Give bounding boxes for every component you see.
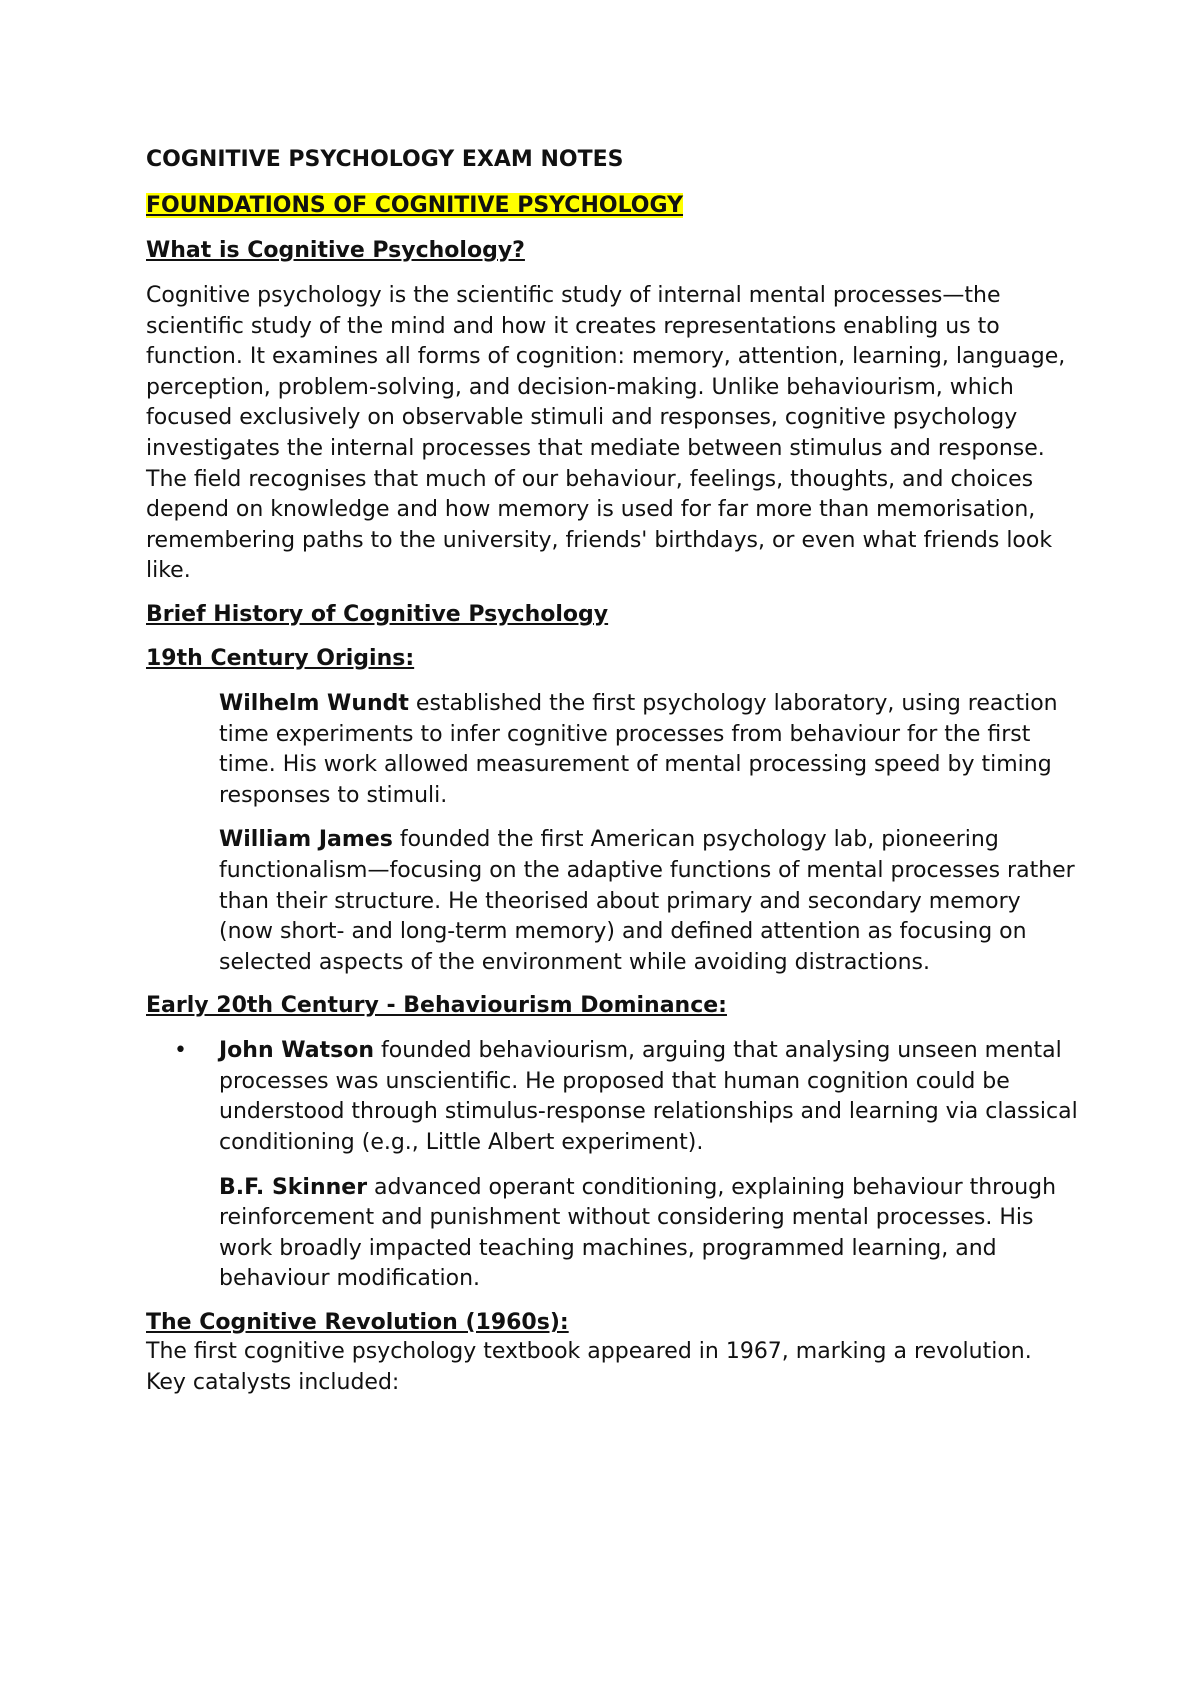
bullet-marker: • [174, 1038, 187, 1064]
wundt-name: Wilhelm Wundt [219, 690, 409, 716]
revolution-heading: The Cognitive Revolution (1960s): [146, 1310, 569, 1336]
skinner-name: B.F. Skinner [219, 1174, 368, 1200]
james-paragraph [219, 825, 1079, 978]
document-title: COGNITIVE PSYCHOLOGY EXAM NOTES [146, 147, 624, 172]
history-heading: Brief History of Cognitive Psychology [146, 601, 609, 627]
skinner-text: advanced operant conditioning, explaining behaviour through reinforcement and punishment without considering mental processes. His work broadly impacted teaching machines, programmed learning, and behaviour modification. [219, 1174, 1057, 1292]
watson-list-item [174, 1036, 1079, 1158]
revolution-paragraph: The first cognitive psychology textbook appeared in 1967, marking a revolution. Key catalysts included: [146, 1339, 1032, 1395]
origins-heading: 19th Century Origins: [146, 645, 415, 671]
section-title-highlight: FOUNDATIONS OF COGNITIVE PSYCHOLOGY [146, 193, 684, 218]
james-name: William James [219, 827, 393, 853]
what-is-paragraph: Cognitive psychology is the scientific study of internal mental processes—the scientific study of the mind and how it creates representations enabling us to function. It examines all forms of cognition: memory, attention, learning, language, perception, problem-solving, and decision-making. Unlike behaviourism, which focused exclusively on observable stimuli and responses, cognitive psychology investigates the internal processes that mediate between stimulus and response. The field recognises that much of our behaviour, feelings, thoughts, and choices depend on knowledge and how memory is used for far more than memorisation, remembering paths to the university, friends' birthdays, or even what friends look like. [146, 283, 1066, 584]
watson-text: founded behaviourism, arguing that analysing unseen mental processes was unscientific. He proposed that human cognition could be understood through stimulus-response relationships and learning via classical conditioning (e.g., Little Albert experiment). [219, 1038, 1078, 1156]
wundt-paragraph [219, 689, 1079, 811]
james-text: founded the first American psychology lab, pioneering functionalism—focusing on the adaptive functions of mental processes rather than their structure. He theorised about primary and secondary memory (now short- and long-term memory) and defined attention as focusing on selected aspects of the environment while avoiding distractions. [219, 827, 1075, 975]
section-title [146, 192, 1100, 220]
watson-name: John Watson [219, 1038, 374, 1064]
wundt-text: established the first psychology laboratory, using reaction time experiments to infer cognitive processes from behaviour for the first time. His work allowed measurement of mental processing speed by timing responses to stimuli. [219, 690, 1058, 808]
what-is-heading: What is Cognitive Psychology? [146, 238, 525, 263]
skinner-paragraph [219, 1173, 1079, 1295]
behaviourism-heading: Early 20th Century - Behaviourism Dominance: [146, 993, 727, 1019]
